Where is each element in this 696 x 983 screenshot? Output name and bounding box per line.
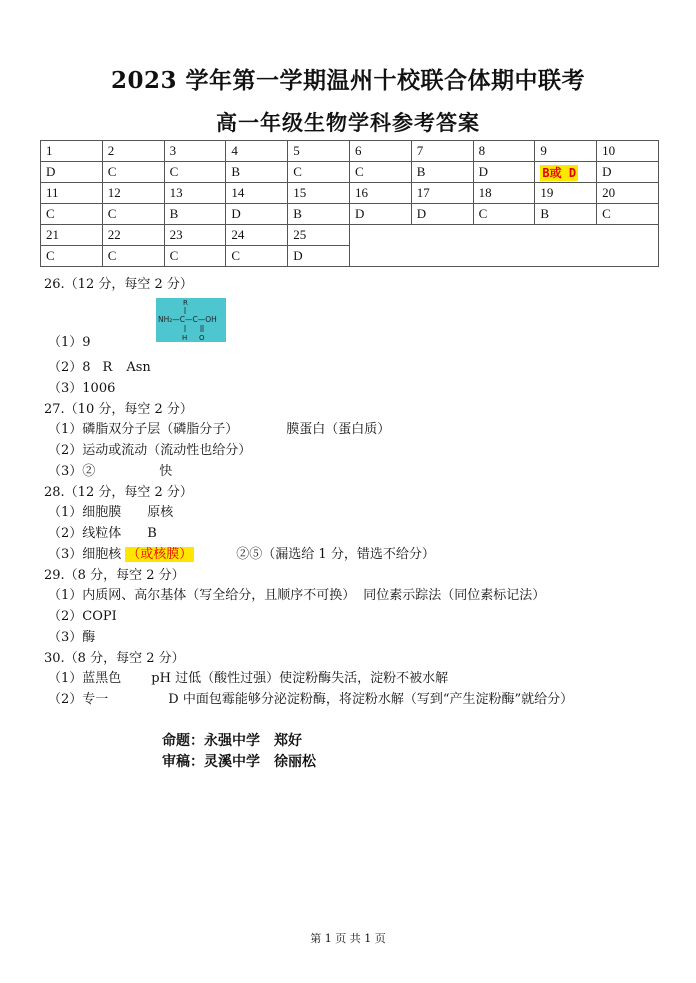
table-cell: 23 bbox=[164, 225, 226, 246]
table-cell: D bbox=[349, 204, 411, 225]
table-cell: C bbox=[41, 204, 103, 225]
q27-answer-1a: （1）磷脂双分子层（磷脂分子） bbox=[48, 422, 239, 437]
table-cell: 7 bbox=[411, 141, 473, 162]
q26-header: 26.（12 分，每空 2 分） bbox=[44, 277, 193, 292]
table-cell: 17 bbox=[411, 183, 473, 204]
table-row bbox=[41, 225, 659, 246]
q26-answer-2-label: （2）8 bbox=[48, 360, 91, 375]
q28-answer-3-highlight: （或核膜） bbox=[127, 547, 193, 562]
q28-answer-3b: ②⑤（漏选给 1 分，错选不给分） bbox=[236, 547, 435, 562]
table-cell: 24 bbox=[226, 225, 288, 246]
document-title: 2023 学年第一学期温州十校联合体期中联考 bbox=[110, 67, 586, 94]
table-cell: 9 bbox=[535, 141, 597, 162]
table-row bbox=[41, 141, 659, 162]
amino-acid-structure bbox=[156, 298, 226, 342]
table-cell: C bbox=[473, 204, 535, 225]
q30-answer-2 bbox=[48, 688, 573, 707]
table-cell: C bbox=[349, 162, 411, 183]
q26-answer-2-r: R bbox=[102, 360, 113, 375]
structure-r-label: R bbox=[183, 299, 188, 307]
table-cell: B bbox=[411, 162, 473, 183]
page-footer: 第 1 页 共 1 页 bbox=[310, 932, 386, 945]
table-cell: B bbox=[535, 204, 597, 225]
table-cell: B bbox=[288, 204, 350, 225]
table-cell: 4 bbox=[226, 141, 288, 162]
table-cell: C bbox=[41, 246, 103, 267]
structure-o-label: O bbox=[199, 334, 205, 342]
q28-answer-3 bbox=[48, 543, 435, 562]
q30-answer-2a: （2）专一 bbox=[48, 692, 109, 707]
table-cell-highlighted bbox=[535, 162, 597, 183]
table-cell: C bbox=[164, 246, 226, 267]
document-subtitle: 高一年级生物学科参考答案 bbox=[216, 110, 480, 135]
table-cell: D bbox=[597, 162, 659, 183]
q29-answer-2: （2）COPI bbox=[48, 609, 117, 624]
table-row bbox=[41, 162, 659, 183]
q26-answer-2-asn: Asn bbox=[126, 360, 151, 375]
q26-answer-1: （1）9 bbox=[48, 335, 91, 350]
q29-answer-3: （3）酶 bbox=[48, 630, 96, 645]
table-cell: 12 bbox=[102, 183, 164, 204]
q28-header: 28.（12 分，每空 2 分） bbox=[44, 485, 193, 500]
table-cell: C bbox=[597, 204, 659, 225]
table-cell: C bbox=[102, 162, 164, 183]
table-row bbox=[41, 183, 659, 204]
table-cell: D bbox=[226, 204, 288, 225]
table-cell: 3 bbox=[164, 141, 226, 162]
table-cell: C bbox=[288, 162, 350, 183]
table-empty-cell bbox=[349, 225, 658, 267]
table-cell: 10 bbox=[597, 141, 659, 162]
table-cell: 21 bbox=[41, 225, 103, 246]
table-cell: 1 bbox=[41, 141, 103, 162]
table-cell: B bbox=[164, 204, 226, 225]
table-cell: 14 bbox=[226, 183, 288, 204]
table-cell: 18 bbox=[473, 183, 535, 204]
q27-answer-3a: （3）② bbox=[48, 464, 96, 479]
structure-h-label: H bbox=[182, 334, 188, 342]
q28-answer-2 bbox=[48, 522, 157, 541]
q30-answer-1 bbox=[48, 667, 448, 686]
table-cell: 19 bbox=[535, 183, 597, 204]
q29-answer-1 bbox=[48, 584, 545, 603]
q27-answer-2: （2）运动或流动（流动性也给分） bbox=[48, 443, 252, 458]
q30-answer-2b: D 中面包霉能够分泌淀粉酶，将淀粉水解（写到“产生淀粉酶”就给分） bbox=[168, 692, 574, 707]
q28-answer-1 bbox=[48, 501, 173, 520]
q29-answer-1a: （1）内质网、高尔基体（写全给分，且顺序不可换） bbox=[48, 588, 356, 603]
table-cell: 5 bbox=[288, 141, 350, 162]
table-cell: 20 bbox=[597, 183, 659, 204]
q26-answer-2 bbox=[48, 356, 151, 375]
table-cell: 15 bbox=[288, 183, 350, 204]
table-cell: 22 bbox=[102, 225, 164, 246]
reviewer-credit: 审稿：灵溪中学 徐丽松 bbox=[162, 754, 316, 770]
highlighted-answer: B或 D bbox=[542, 165, 577, 180]
table-cell: 16 bbox=[349, 183, 411, 204]
table-cell: B bbox=[226, 162, 288, 183]
table-cell: D bbox=[41, 162, 103, 183]
q29-header: 29.（8 分，每空 2 分） bbox=[44, 568, 185, 583]
table-cell: C bbox=[102, 204, 164, 225]
table-cell: C bbox=[164, 162, 226, 183]
q28-answer-2b: B bbox=[147, 526, 157, 541]
table-cell: 2 bbox=[102, 141, 164, 162]
table-cell: 6 bbox=[349, 141, 411, 162]
amino-acid-structure-drawing bbox=[156, 298, 226, 342]
answer-table bbox=[40, 140, 659, 267]
q28-answer-1a: （1）细胞膜 bbox=[48, 505, 122, 520]
structure-main-chain: NH₂—C—C—OH bbox=[158, 315, 217, 324]
q30-answer-1a: （1）蓝黑色 bbox=[48, 671, 122, 686]
author-credit: 命题：永强中学 郑好 bbox=[162, 733, 302, 749]
q28-answer-2a: （2）线粒体 bbox=[48, 526, 122, 541]
q28-answer-1b: 原核 bbox=[147, 505, 174, 520]
table-cell: 8 bbox=[473, 141, 535, 162]
table-cell: 13 bbox=[164, 183, 226, 204]
table-cell: C bbox=[102, 246, 164, 267]
q29-answer-1b: 同位素示踪法（同位素标记法） bbox=[363, 588, 546, 603]
table-cell: D bbox=[411, 204, 473, 225]
q26-answer-3: （3）1006 bbox=[48, 381, 116, 396]
q27-answer-3b: 快 bbox=[159, 464, 173, 479]
q30-header: 30.（8 分，每空 2 分） bbox=[44, 651, 185, 666]
q27-answer-1 bbox=[48, 418, 390, 437]
table-cell: 25 bbox=[288, 225, 350, 246]
table-cell: D bbox=[473, 162, 535, 183]
q27-answer-3 bbox=[48, 460, 172, 479]
table-cell: C bbox=[226, 246, 288, 267]
q28-answer-3a: （3）细胞核 bbox=[48, 547, 122, 562]
table-cell: 11 bbox=[41, 183, 103, 204]
table-row bbox=[41, 204, 659, 225]
table-cell: D bbox=[288, 246, 350, 267]
q27-answer-1b: 膜蛋白（蛋白质） bbox=[286, 422, 391, 437]
q27-header: 27.（10 分，每空 2 分） bbox=[44, 402, 193, 417]
q30-answer-1b: pH 过低（酸性过强）使淀粉酶失活，淀粉不被水解 bbox=[151, 671, 449, 686]
